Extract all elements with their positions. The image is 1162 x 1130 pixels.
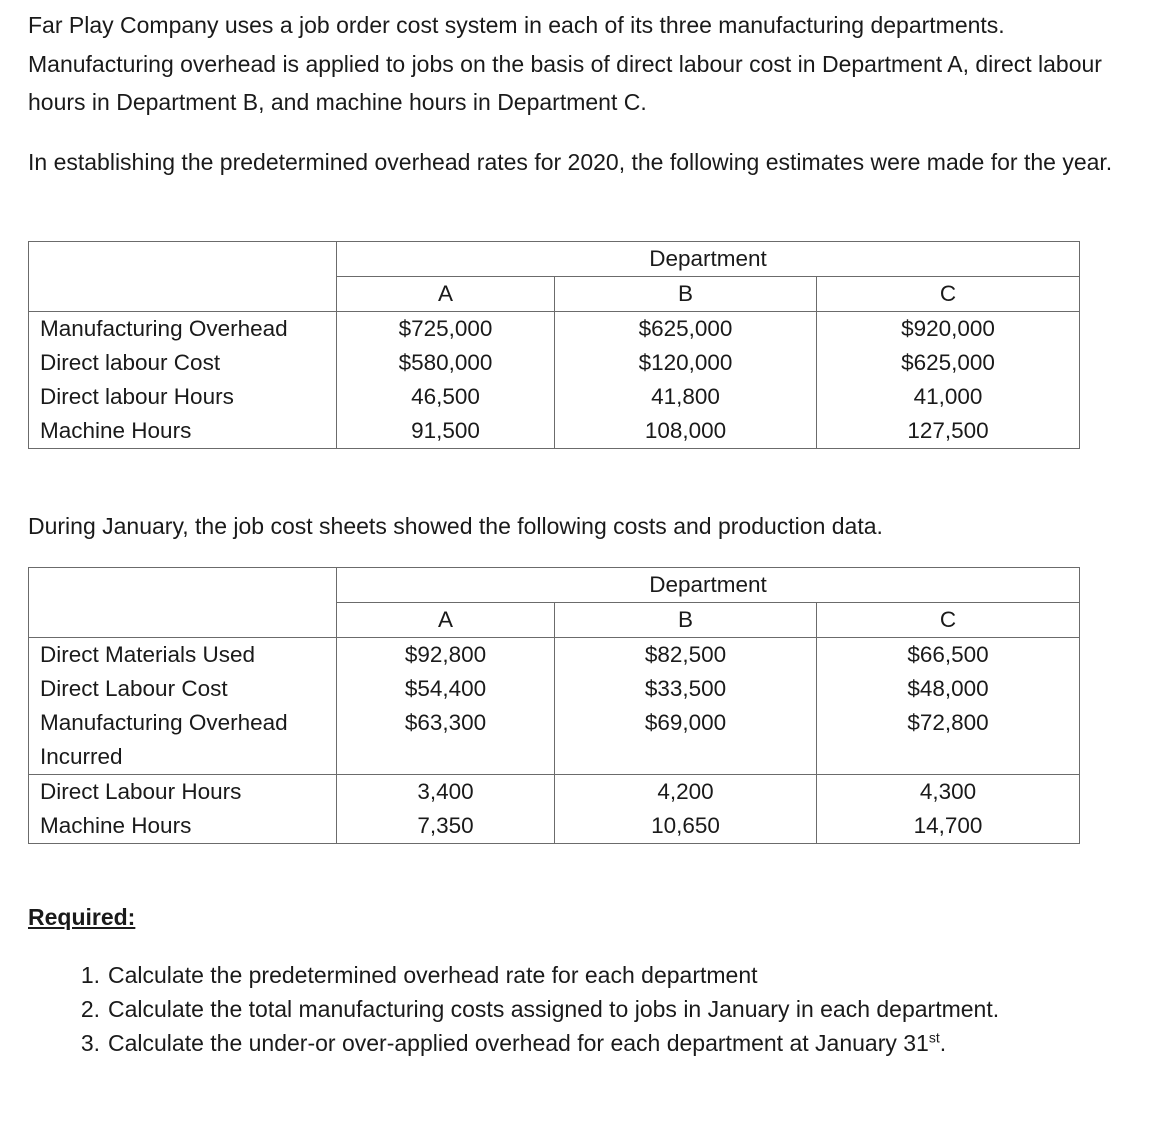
column-header-b: B [555, 603, 817, 638]
column-header-a: A [337, 277, 555, 312]
ordinal-suffix: st [928, 1029, 940, 1046]
department-group-header: Department [337, 242, 1080, 277]
table-value: $625,000 [901, 350, 995, 375]
table-value: $725,000 [398, 316, 493, 341]
table-value: 46,500 [411, 384, 480, 409]
table-value: $63,300 [404, 710, 487, 735]
table-value: $580,000 [398, 350, 493, 375]
row-label: Direct Labour Hours [40, 779, 242, 804]
row-label: Machine Hours [40, 418, 192, 443]
table-value: 10,650 [651, 813, 720, 838]
list-item-text [108, 1026, 946, 1060]
row-label: Machine Hours [40, 813, 192, 838]
list-item-text-tail: . [939, 1030, 947, 1056]
row-label: Manufacturing Overhead [40, 316, 288, 341]
estimates-intro-paragraph: In establishing the predetermined overhead rates for 2020, the following estimates were made for the year. [28, 149, 1113, 175]
required-list [28, 958, 999, 1060]
table-value: 14,700 [913, 813, 983, 838]
estimates-table [28, 241, 1080, 449]
empty-corner-cell [29, 242, 337, 312]
dept-c-values-cell [817, 638, 1080, 775]
table-value: $625,000 [638, 316, 733, 341]
dept-c-values-cell [817, 312, 1080, 449]
dept-b-values-cell [555, 638, 817, 775]
table-value: $92,800 [404, 642, 487, 667]
table-value: 4,200 [657, 779, 714, 804]
required-heading: Required: [28, 904, 136, 930]
list-item-text-main: Calculate the under-or over-applied overhead for each department at January 31 [108, 1030, 929, 1056]
table-value: 108,000 [644, 418, 727, 443]
dept-b-values-cell [555, 312, 817, 449]
table-value: $82,500 [644, 642, 727, 667]
table-value: $48,000 [907, 676, 989, 701]
list-item-text: Calculate the predetermined overhead rate for each department [108, 962, 758, 988]
dept-c-values-cell [817, 775, 1080, 844]
list-item [28, 992, 999, 1026]
list-item-text: Calculate the total manufacturing costs assigned to jobs in January in each department. [108, 996, 1000, 1022]
list-item-number: 3. [80, 1030, 100, 1056]
table-value: $920,000 [901, 316, 995, 341]
column-header-a: A [337, 603, 555, 638]
list-item-number: 1. [80, 962, 100, 988]
table-value: 41,000 [913, 384, 983, 409]
list-item [28, 1026, 999, 1060]
table-value: 41,800 [651, 384, 720, 409]
row-labels-cell [29, 775, 337, 844]
table-value: $33,500 [644, 676, 727, 701]
table-value: 91,500 [411, 418, 480, 443]
table-value: $69,000 [644, 710, 727, 735]
table-value: 127,500 [907, 418, 989, 443]
list-item [28, 958, 999, 992]
table-value: 7,350 [417, 813, 474, 838]
row-label: Direct Labour Cost [40, 676, 228, 701]
column-header-c: C [817, 603, 1080, 638]
department-group-header: Department [337, 568, 1080, 603]
dept-b-values-cell [555, 775, 817, 844]
table-value: $54,400 [404, 676, 487, 701]
intro-paragraph: Far Play Company uses a job order cost system in each of its three manufacturing departments. Manufacturing overhead is applied to jobs on the basis of direct labour cost in Department A, direct labour hours in Department B, and machine hours in Department C. [28, 12, 1102, 115]
row-label: Direct labour Cost [40, 350, 221, 375]
list-item-number: 2. [80, 996, 100, 1022]
row-label: Manufacturing Overhead [40, 710, 288, 735]
empty-corner-cell [29, 568, 337, 638]
table-value: 3,400 [417, 779, 474, 804]
dept-a-values-cell [337, 775, 555, 844]
row-label: Direct Materials Used [40, 642, 256, 667]
column-header-b: B [555, 277, 817, 312]
row-label: Direct labour Hours [40, 384, 234, 409]
dept-a-values-cell [337, 638, 555, 775]
january-intro-paragraph: During January, the job cost sheets showed the following costs and production data. [28, 513, 883, 539]
column-header-c: C [817, 277, 1080, 312]
table-value: 4,300 [919, 779, 977, 804]
table-value: $72,800 [907, 710, 989, 735]
january-table [28, 567, 1080, 844]
dept-a-values-cell [337, 312, 555, 449]
table-value: $120,000 [638, 350, 733, 375]
row-label: Incurred [40, 744, 123, 769]
table-value: $66,500 [907, 642, 989, 667]
row-labels-cell [29, 312, 337, 449]
row-labels-cell [29, 638, 337, 775]
